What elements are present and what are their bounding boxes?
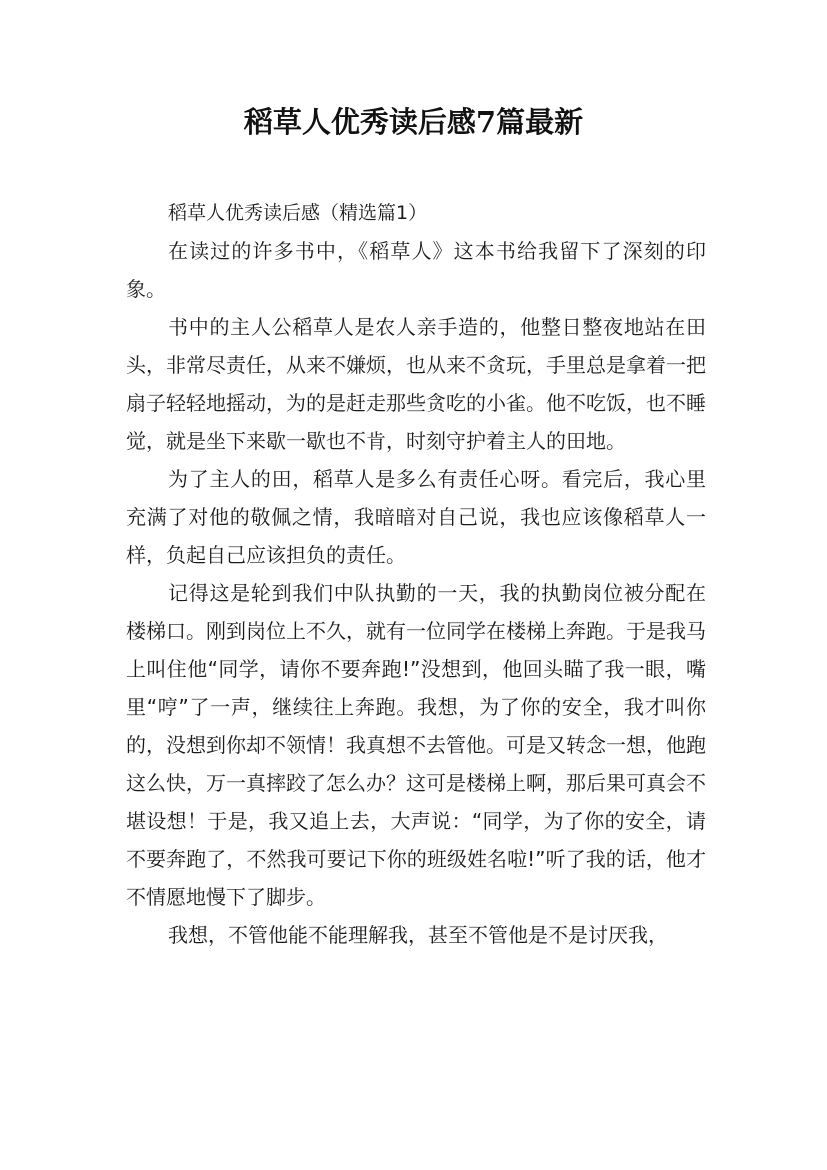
paragraph-4: 记得这是轮到我们中队执勤的一天，我的执勤岗位被分配在楼梯口。刚到岗位上不久，就有一位同学在楼梯上奔跑。于是我马上叫住他“同学，请你不要奔跑!”没想到，他回头瞄了我一眼，嘴里“哼”了一声，继续往上奔跑。我想，为了你的安全，我才叫你的，没想到你却不领情！我真想不去管他。可是又转念一想，他跑这么快，万一真摔跤了怎么办？这可是楼梯上啊，那后果可真会不堪设想！于是，我又追上去，大声说：“同学，为了你的安全，请不要奔跑了，不然我可要记下你的班级姓名啦!”听了我的话，他才不情愿地慢下了脚步。 xyxy=(126,581,706,909)
paragraph-3: 为了主人的田，稻草人是多么有责任心呀。看完后，我心里充满了对他的敬佩之情，我暗暗对自己说，我也应该像稻草人一样，负起自己应该担负的责任。 xyxy=(126,467,706,567)
paragraph-2: 书中的主人公稻草人是农人亲手造的，他整日整夜地站在田头，非常尽责任，从来不嫌烦，也从来不贪玩，手里总是拿着一把扇子轻轻地摇动，为的是赶走那些贪吃的小雀。他不吃饭，也不睡觉，就是坐下来歇一歇也不肯，时刻守护着主人的田地。 xyxy=(126,315,706,453)
section-heading: 稻草人优秀读后感（精选篇1） xyxy=(168,202,428,224)
document-body xyxy=(126,194,706,954)
paragraph-1: 在读过的许多书中，《稻草人》这本书给我留下了深刻的印象。 xyxy=(126,239,706,301)
paragraph-5: 我想，不管他能不能理解我，甚至不管他是不是讨厌我， xyxy=(168,923,668,947)
document-title: 稻草人优秀读后感7篇最新 xyxy=(243,105,584,139)
